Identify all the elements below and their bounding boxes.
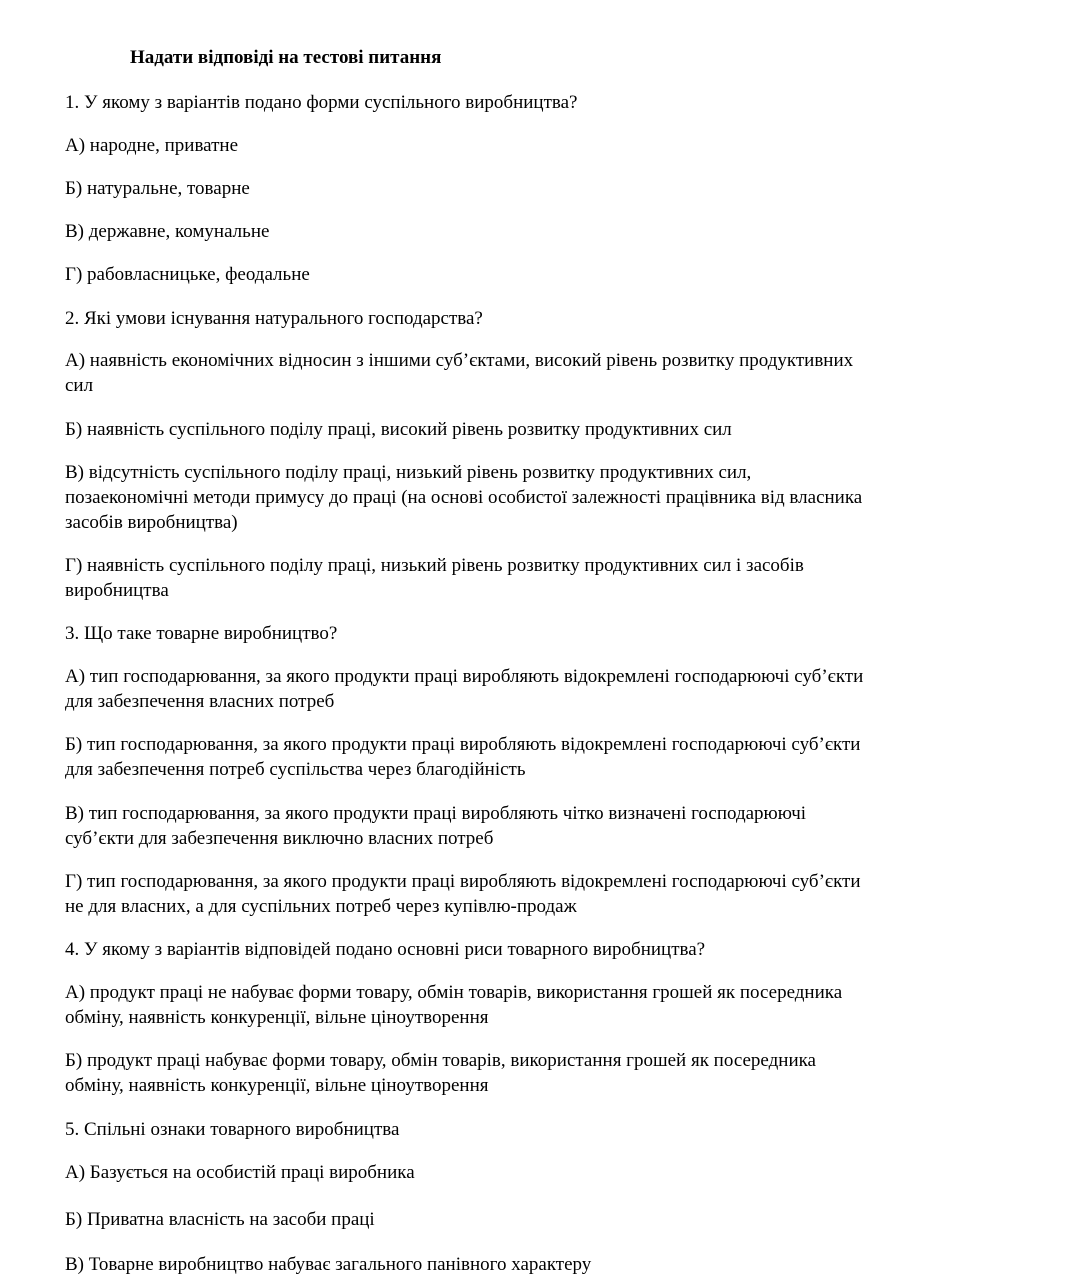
answer-5a: А) Базується на особистій праці виробника — [65, 1162, 415, 1183]
question-5: 5. Спільні ознаки товарного виробництва — [65, 1119, 400, 1140]
answer-4a-line-2: обміну, наявність конкуренції, вільне ціноутворення — [65, 1007, 489, 1028]
answer-2c-line-1: В) відсутність суспільного поділу праці, низький рівень розвитку продуктивних сил, — [65, 462, 752, 483]
answer-3a-line-2: для забезпечення власних потреб — [65, 691, 335, 712]
answer-5c: В) Товарне виробництво набуває загального панівного характеру — [65, 1254, 592, 1275]
answer-4a-line-1: А) продукт праці не набуває форми товару, обмін товарів, використання грошей як посередника — [65, 982, 843, 1003]
answer-3b-line-1: Б) тип господарювання, за якого продукти праці виробляють відокремлені господарюючі суб’єкти — [65, 734, 861, 755]
answer-3c-line-1: В) тип господарювання, за якого продукти праці виробляють чітко визначені господарюючі — [65, 803, 807, 824]
answer-1b: Б) натуральне, товарне — [65, 178, 250, 199]
answer-2d-line-1: Г) наявність суспільного поділу праці, низький рівень розвитку продуктивних сил і засобів — [65, 555, 804, 576]
question-1: 1. У якому з варіантів подано форми суспільного виробництва? — [65, 92, 578, 113]
answer-4b-line-2: обміну, наявність конкуренції, вільне ціноутворення — [65, 1075, 489, 1096]
answer-3d-line-1: Г) тип господарювання, за якого продукти праці виробляють відокремлені господарюючі суб’єкти — [65, 871, 861, 892]
page-title: Надати відповіді на тестові питання — [130, 47, 442, 68]
answer-3b-line-2: для забезпечення потреб суспільства через благодійність — [65, 759, 526, 780]
answer-2b: Б) наявність суспільного поділу праці, високий рівень розвитку продуктивних сил — [65, 419, 732, 440]
answer-2a-line-1: А) наявність економічних відносин з іншими суб’єктами, високий рівень розвитку продуктивних — [65, 350, 854, 371]
question-4: 4. У якому з варіантів відповідей подано основні риси товарного виробництва? — [65, 939, 706, 960]
answer-5b: Б) Приватна власність на засоби праці — [65, 1209, 375, 1230]
answer-3a-line-1: А) тип господарювання, за якого продукти праці виробляють відокремлені господарюючі суб’єкти — [65, 666, 864, 687]
answer-2d-line-2: виробництва — [65, 580, 169, 601]
answer-1a: А) народне, приватне — [65, 135, 239, 156]
answer-2c-line-2: позаекономічні методи примусу до праці (на основі особистої залежності працівника від власника — [65, 487, 863, 508]
question-3: 3. Що таке товарне виробництво? — [65, 623, 338, 644]
answer-4b-line-1: Б) продукт праці набуває форми товару, обмін товарів, використання грошей як посередника — [65, 1050, 816, 1071]
answer-1d: Г) рабовласницьке, феодальне — [65, 264, 310, 285]
answer-2c-line-3: засобів виробництва) — [65, 512, 238, 533]
answer-1c: В) державне, комунальне — [65, 221, 270, 242]
answer-2a-line-2: сил — [65, 375, 94, 396]
answer-3c-line-2: суб’єкти для забезпечення виключно власних потреб — [65, 828, 494, 849]
question-2: 2. Які умови існування натурального господарства? — [65, 308, 483, 329]
answer-3d-line-2: не для власних, а для суспільних потреб через купівлю-продаж — [65, 896, 577, 917]
